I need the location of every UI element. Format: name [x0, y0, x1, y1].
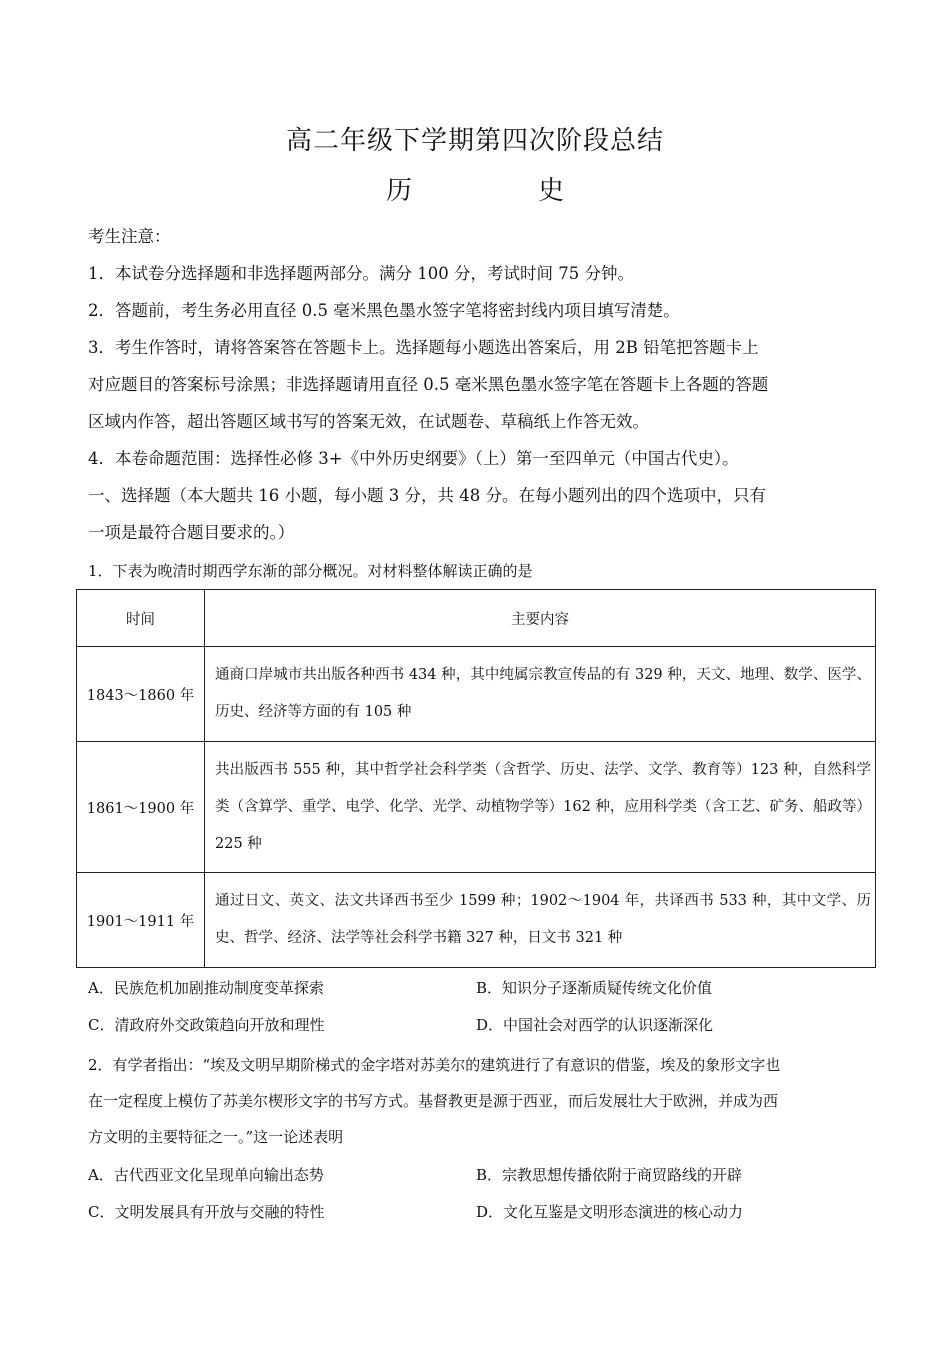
q2-option-a: A．古代西亚文化呈现单向输出态势 [88, 1166, 324, 1184]
q1-option-d: D．中国社会对西学的认识逐渐深化 [476, 1016, 714, 1034]
q1-option-a: A．民族危机加剧推动制度变革探索 [88, 979, 324, 997]
q1-option-c: C．清政府外交政策趋向开放和理性 [88, 1016, 325, 1034]
table-cell-content: 通商口岸城市共出版各种西书 434 种，其中纯属宗教宣传品的有 329 种，天文、地理、数学、医学、历史、经济等方面的有 105 种 [205, 647, 876, 742]
table-row [77, 647, 876, 742]
q2-option-c: C．文明发展具有开放与交融的特性 [88, 1203, 325, 1221]
notice-item-3-cont: 对应题目的答案标号涂黑；非选择题请用直径 0.5 毫米黑色墨水签字笔在答题卡上各题的答题 [88, 375, 769, 394]
notice-item-4: 4．本卷命题范围：选择性必修 3+《中外历史纲要》（上）第一至四单元（中国古代史）。 [88, 449, 739, 468]
question-1-stem: 1．下表为晚清时期西学东渐的部分概况。对材料整体解读正确的是 [88, 562, 533, 580]
question-1-table [76, 589, 876, 968]
notice-item-1: 1．本试卷分选择题和非选择题两部分。满分 100 分，考试时间 75 分钟。 [88, 264, 634, 283]
table-header-content: 主要内容 [205, 590, 876, 647]
q2-line-3: 方文明的主要特征之一。”这一论述表明 [88, 1128, 344, 1146]
question-2-stem [88, 1047, 878, 1155]
q1-option-b: B．知识分子逐渐质疑传统文化价值 [476, 979, 713, 997]
exam-title: 高二年级下学期第四次阶段总结 [285, 126, 664, 156]
table-row [77, 742, 876, 873]
table-cell-time: 1901～1911 年 [77, 873, 205, 968]
question-1-options-row-1 [88, 970, 878, 1007]
table-cell-time: 1861～1900 年 [77, 742, 205, 873]
section-line-2: 一项是最符合题目要求的。） [88, 523, 295, 542]
table-header-time: 时间 [77, 590, 205, 647]
q2-option-b: B．宗教思想传播依附于商贸路线的开辟 [476, 1166, 743, 1184]
question-2-options-row-1 [88, 1157, 878, 1194]
question-1-options-row-2 [88, 1007, 878, 1044]
q2-option-d: D．文化互鉴是文明形态演进的核心动力 [476, 1203, 744, 1221]
table-cell-content: 共出版西书 555 种，其中哲学社会科学类（含哲学、历史、法学、文学、教育等）123 种，自然科学类（含算学、重学、电学、化学、光学、动植物学等）162 种，应用科学类（含工艺、矿务、船政等）225 种 [205, 742, 876, 873]
notice-heading: 考生注意： [88, 227, 171, 246]
table-cell-time: 1843～1860 年 [77, 647, 205, 742]
q2-line-1: 2．有学者指出：“埃及文明早期阶梯式的金字塔对苏美尔的建筑进行了有意识的借鉴，埃及的象形文字也 [88, 1056, 781, 1074]
exam-subject: 历 史 [385, 176, 614, 206]
notice-item-3: 3．考生作答时，请将答案答在答题卡上。选择题每小题选出答案后，用 2B 铅笔把答题卡上 [88, 338, 759, 357]
notice-item-2: 2．答题前，考生务必用直径 0.5 毫米黑色墨水签字笔将密封线内项目填写清楚。 [88, 301, 680, 320]
question-2-options-row-2 [88, 1194, 878, 1231]
table-row [77, 873, 876, 968]
table-cell-content: 通过日文、英文、法文共译西书至少 1599 种；1902～1904 年，共译西书 533 种，其中文学、历史、哲学、经济、法学等社会科学书籍 327 种，日文书 321 种 [205, 873, 876, 968]
notice-item-3-cont2: 区域内作答，超出答题区域书写的答案无效，在试题卷、草稿纸上作答无效。 [88, 412, 649, 431]
table-header-row [77, 590, 876, 647]
section-heading [88, 477, 878, 551]
q2-line-2: 在一定程度上模仿了苏美尔楔形文字的书写方式。基督教更是源于西亚，而后发展壮大于欧洲，并成为西 [88, 1092, 779, 1110]
section-line-1: 一、选择题（本大题共 16 小题，每小题 3 分，共 48 分。在每小题列出的四个选项中，只有 [88, 486, 766, 505]
notice-list [88, 255, 878, 477]
